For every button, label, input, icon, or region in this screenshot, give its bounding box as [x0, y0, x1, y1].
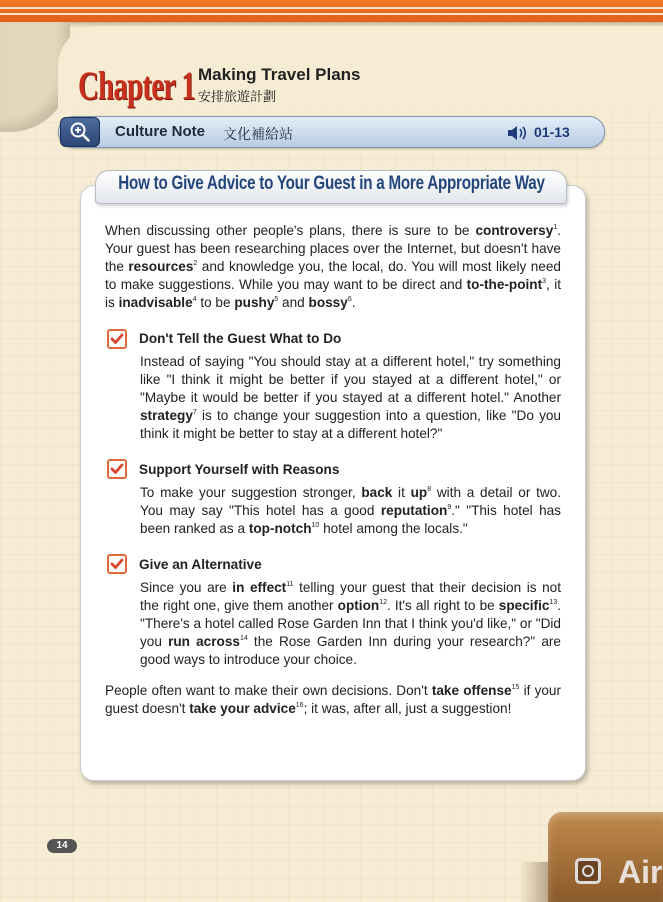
- chapter-subtitle: 安排旅遊計劃: [198, 89, 277, 104]
- tip-body: To make your suggestion stronger, back it $up^8$ with a detail or two. You may say "This hotel has a good reputation$^9$." "This hotel has been ranked as a top-notch$^{10}$ hotel among the locals.": [140, 485, 562, 536]
- culture-note-label: Culture Note: [115, 123, 205, 140]
- checkbox-check-icon: [107, 554, 127, 574]
- tip-body: Instead of saying "You should stay at a different hotel," try something like "I think it might be better if you stayed at a different hotel," or "Maybe it would be better if you stayed at a different hotel." Another strategy$^7$ is to change your suggestion into a question, like "Do you think it might be better to stay at a different hotel?": [140, 354, 561, 441]
- checkbox-check-icon: [107, 329, 127, 349]
- intro-paragraph: When discussing other people's plans, there is sure to be controversy$^1$. Your guest has been researching places over the Internet, but doesn't have the resources$^2$ and knowledge you, the local, do. You will most likely need to make suggestions. While you may want to be direct and to-the-point$^3$, it is inadvisable$^4$ to be pushy$^5$ and bossy$^6$.: [105, 223, 561, 310]
- emblem-icon: [575, 858, 601, 884]
- culture-note-label-cn: 文化補給站: [223, 126, 293, 142]
- zoom-button[interactable]: [60, 117, 100, 147]
- checkbox-check-icon: [107, 459, 127, 479]
- decoration-shadow: [520, 862, 550, 902]
- chapter-title: Making Travel Plans: [198, 65, 361, 84]
- top-bar-stripe: [0, 13, 663, 15]
- audio-track-number[interactable]: 01-13: [534, 124, 570, 140]
- decoration-text: Air: [618, 854, 663, 890]
- outro-paragraph: People often want to make their own decisions. Don't take offense$^{15}$ if your guest doesn't take your advice$^{16}$; it was, after all, just a suggestion!: [105, 683, 562, 716]
- top-bar-stripe: [0, 7, 663, 9]
- page-number: 14: [47, 839, 77, 853]
- article-title-text: How to Give Advice to Your Guest in a More Appropriate Way: [118, 173, 545, 194]
- article-title: [0, 173, 663, 195]
- tip-heading: Give an Alternative: [139, 557, 262, 572]
- top-bar: [0, 0, 663, 22]
- tip-heading: Support Yourself with Reasons: [139, 462, 340, 477]
- magnifier-plus-icon: [69, 121, 91, 143]
- tip-heading: Don't Tell the Guest What to Do: [139, 331, 342, 346]
- speaker-icon[interactable]: [506, 124, 530, 142]
- chapter-label: Chapter 1: [78, 63, 195, 108]
- tip-body: Since you are in effect$^{11}$ telling your guest that their decision is not the right one, give them another option$^{12}$. It's all right to be specific$^{13}$. "There's a hotel called Rose Garden Inn that I think you'd like," or "Did you run across$^{14}$ the Rose Garden Inn during your research?" are good ways to introduce your choice.: [140, 580, 562, 667]
